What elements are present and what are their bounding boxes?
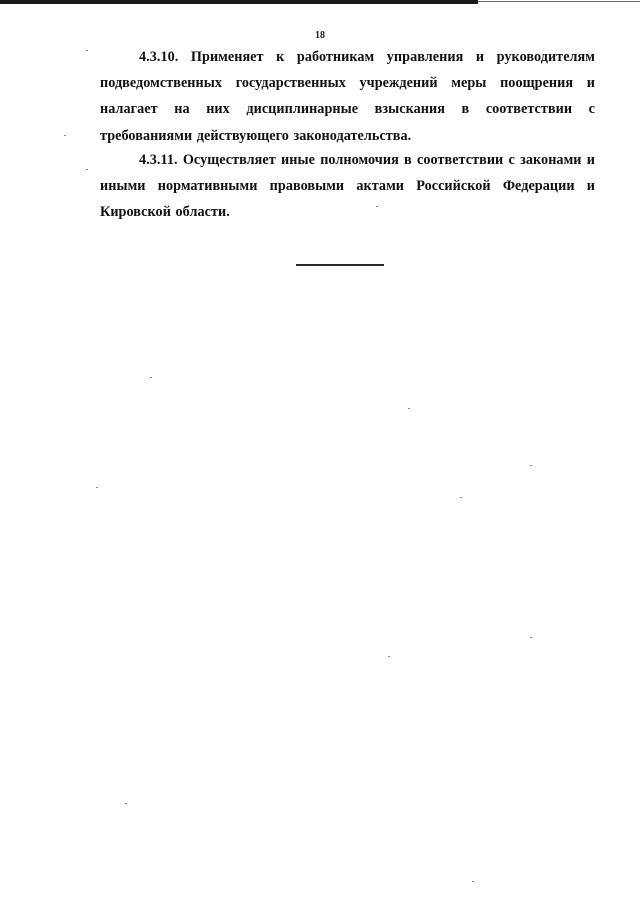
end-of-text-rule (296, 264, 384, 266)
scan-speck (460, 497, 462, 498)
scan-speck (150, 377, 152, 378)
scan-speck (376, 206, 378, 207)
scan-speck (472, 881, 474, 882)
scan-speck (64, 135, 66, 136)
scan-speck (530, 637, 532, 638)
paragraph-4-3-10: 4.3.10. Применяет к работникам управления и руководителям подведомственных государственных учреждений меры поощрения и налагает на них дисциплинарные взыскания в соответствии с требованиями действующего законодательства. (100, 49, 595, 144)
scan-speck (125, 803, 127, 804)
scan-speck (96, 487, 98, 488)
paragraph-4-3-11: 4.3.11. Осуществляет иные полномочия в соответствии с законами и иными нормативными правовыми актами Российской Федерации и Кировской области. (100, 152, 595, 221)
scan-top-edge (0, 0, 478, 4)
scan-speck (408, 408, 410, 409)
scan-speck (86, 169, 88, 170)
scan-speck (388, 656, 390, 657)
scan-top-edge-thin (478, 1, 640, 2)
scan-speck (86, 50, 88, 51)
scan-speck (530, 465, 532, 466)
page-number: 18 (315, 30, 325, 41)
